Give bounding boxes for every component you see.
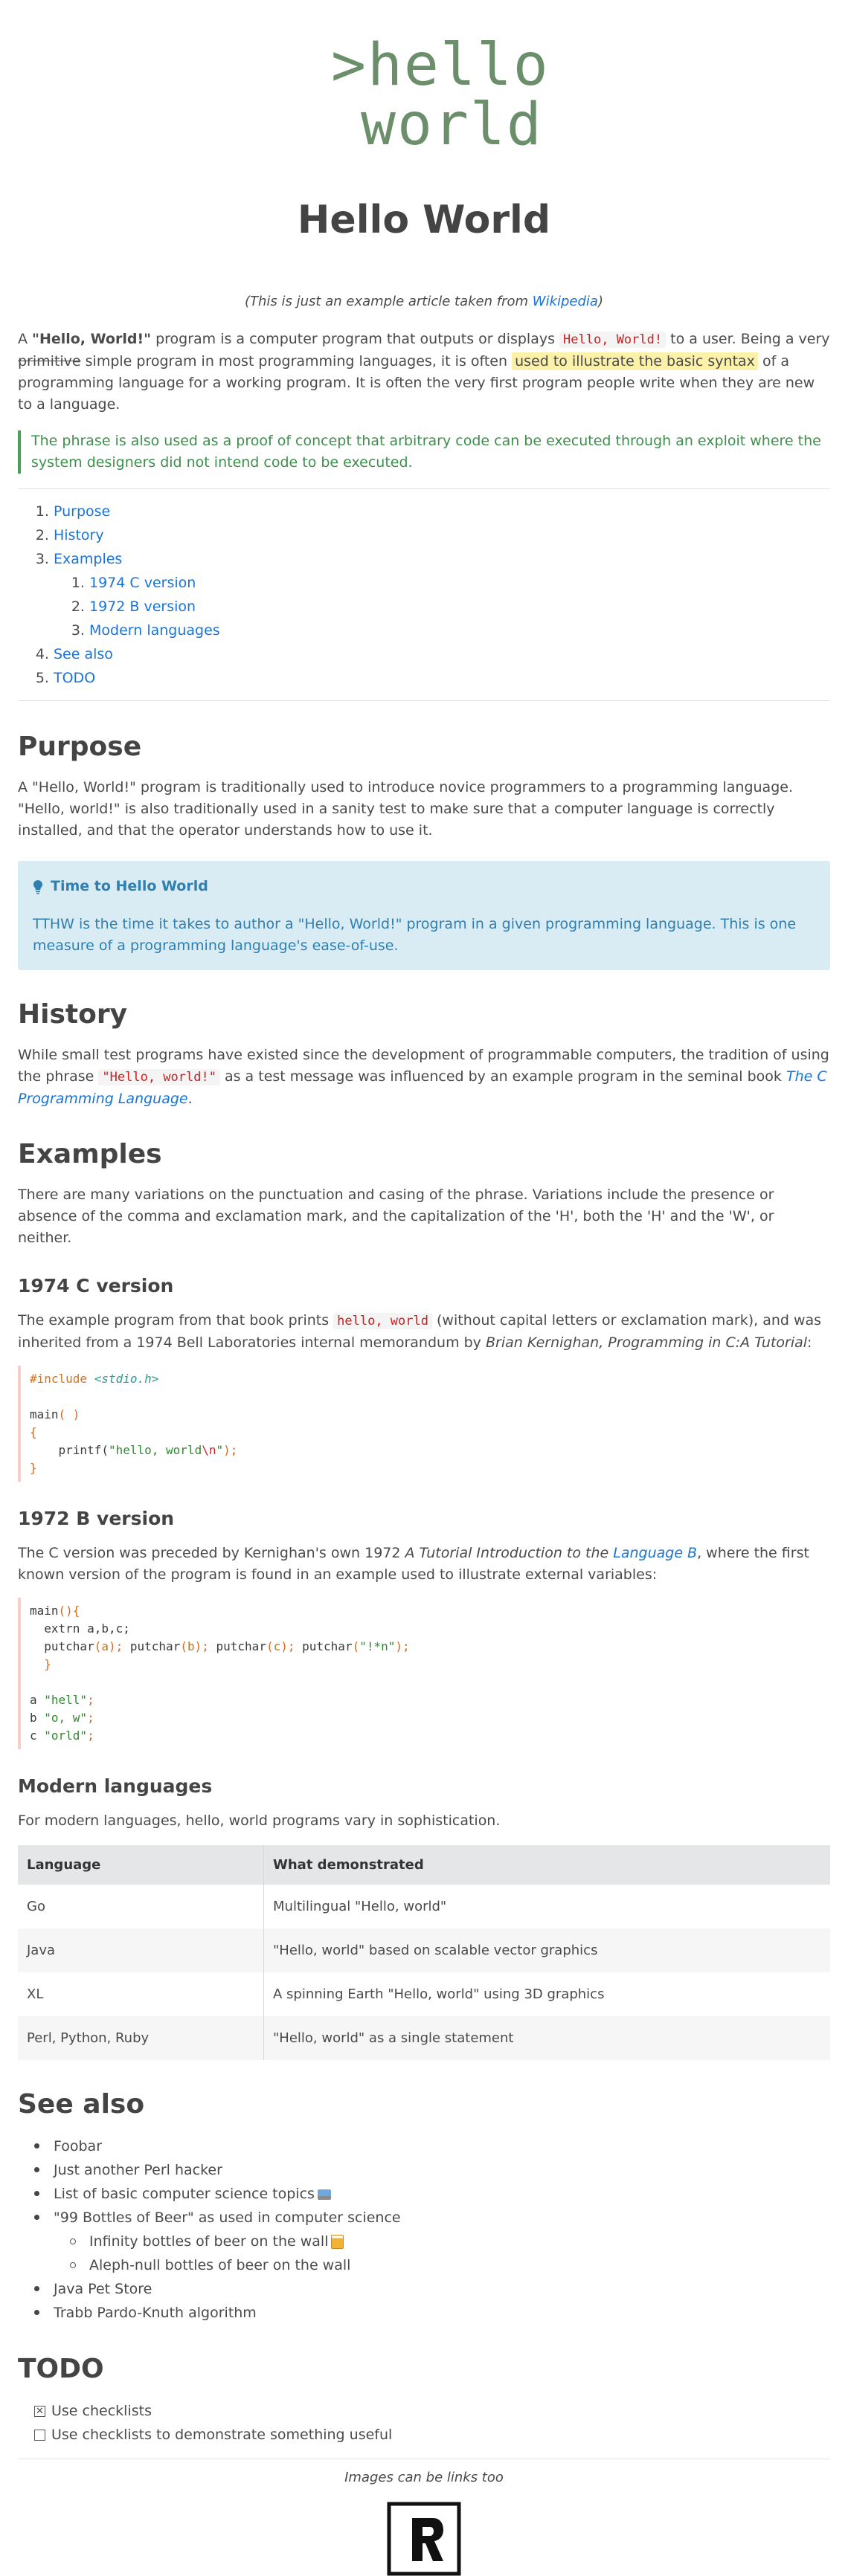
subsection-heading-1972-b: 1972 B version bbox=[18, 1508, 175, 1529]
list-item: Aleph-null bottles of beer on the wall bbox=[89, 2253, 830, 2277]
logo-line-2: world bbox=[361, 91, 543, 158]
code-token: putchar bbox=[216, 1639, 266, 1653]
table-cell: Multilingual "Hello, world" bbox=[273, 1899, 447, 1914]
checkbox-checked[interactable]: ✕ bbox=[34, 2406, 45, 2417]
code-token: a bbox=[30, 1693, 45, 1707]
code-block-c bbox=[18, 1366, 830, 1482]
section-heading-see-also: See also bbox=[18, 2089, 145, 2120]
lightbulb-icon bbox=[33, 879, 43, 894]
subsection-heading-1974-c: 1974 C version bbox=[18, 1275, 174, 1297]
code-token: putchar bbox=[302, 1639, 353, 1653]
logo-line-1: >hello bbox=[331, 32, 550, 99]
checklist-label: Use checklists to demonstrate something useful bbox=[51, 2427, 393, 2443]
history-paragraph bbox=[18, 1045, 830, 1110]
table-cell: Java bbox=[18, 1928, 264, 1972]
c74-text: : bbox=[807, 1334, 812, 1351]
code-token: } bbox=[30, 1461, 37, 1475]
code-token: "orld" bbox=[44, 1728, 88, 1743]
code-token: ; bbox=[87, 1711, 94, 1725]
toc-link-todo[interactable]: TODO bbox=[54, 670, 96, 686]
source-note bbox=[18, 291, 830, 312]
list-item: Foobar bbox=[54, 2134, 830, 2158]
intro-text: to a user. Being a very bbox=[666, 331, 830, 347]
code-token: \n bbox=[202, 1443, 216, 1457]
purpose-paragraph: A "Hello, World!" program is traditionally used to introduce novice programmers to a programming language. "Hello, world!" is also traditionally used in a sanity test to make sure that a computer language is correctly installed, and that the operator understands how to use it. bbox=[18, 779, 793, 839]
code-token: " bbox=[216, 1443, 224, 1457]
checklist-label: Use checklists bbox=[51, 2403, 152, 2419]
image-caption: Images can be links too bbox=[344, 2470, 504, 2485]
checklist-item bbox=[34, 2399, 830, 2423]
code-token: "hello, world bbox=[108, 1443, 202, 1457]
code-token: ; bbox=[87, 1693, 94, 1707]
code-token: putchar bbox=[44, 1639, 94, 1653]
toc-link-1972-b[interactable]: 1972 B version bbox=[89, 598, 196, 615]
code-token: <stdio.h> bbox=[94, 1372, 159, 1386]
code-token: ; bbox=[87, 1728, 94, 1743]
b72-text: , where the first known version of the program is found in an example used to illustrate external variables: bbox=[18, 1545, 809, 1583]
list-item-text: List of basic computer science topics bbox=[54, 2186, 315, 2202]
modern-paragraph: For modern languages, hello, world programs vary in sophistication. bbox=[18, 1812, 501, 1829]
list-item-text: Infinity bottles of beer on the wall bbox=[89, 2233, 329, 2250]
toc-link-examples[interactable]: Examples bbox=[54, 551, 123, 567]
toc-link-purpose[interactable]: Purpose bbox=[54, 503, 111, 520]
b72-paragraph bbox=[18, 1543, 830, 1586]
code-token: main bbox=[30, 1407, 59, 1421]
table-cell: "Hello, world" based on scalable vector graphics bbox=[264, 1928, 831, 1972]
c74-text: The example program from that book prints bbox=[18, 1312, 334, 1329]
inline-code: "Hello, world!" bbox=[98, 1069, 220, 1085]
toc-item bbox=[89, 619, 830, 642]
see-also-sublist bbox=[54, 2230, 830, 2277]
page-title: Hello World bbox=[297, 198, 551, 242]
hello-world-logo bbox=[324, 32, 550, 158]
callout-title bbox=[33, 876, 815, 897]
highlighted-text: used to illustrate the basic syntax bbox=[512, 352, 758, 370]
list-item bbox=[54, 2182, 830, 2206]
checklist-item bbox=[34, 2423, 830, 2447]
code-token: putchar bbox=[129, 1639, 181, 1653]
r-logo-link[interactable] bbox=[387, 2502, 461, 2576]
section-heading-purpose: Purpose bbox=[18, 732, 142, 762]
toc-link-see-also[interactable]: See also bbox=[54, 646, 113, 662]
code-token: main bbox=[30, 1604, 59, 1618]
list-item-text: "99 Bottles of Beer" as used in computer science bbox=[54, 2209, 401, 2226]
subsection-heading-modern: Modern languages bbox=[18, 1775, 213, 1797]
intro-text: A bbox=[18, 331, 33, 347]
code-token: (){ bbox=[58, 1604, 80, 1618]
toc-link-1974-c[interactable]: 1974 C version bbox=[89, 575, 196, 591]
toc-link-modern[interactable]: Modern languages bbox=[89, 622, 220, 639]
toc-item bbox=[54, 523, 830, 547]
code-token: ( ) bbox=[58, 1407, 80, 1421]
list-item: Just another Perl hacker bbox=[54, 2158, 830, 2182]
code-block-b: main(){ extrn a,b,c; putchar(a); putchar(b); putchar(c); putchar("!*n"); } a "hell"; b "o, w"; c "orld"; bbox=[18, 1598, 830, 1749]
divider bbox=[18, 488, 830, 489]
code-token: printf( bbox=[30, 1443, 109, 1457]
intro-bold: "Hello, World!" bbox=[32, 331, 152, 347]
toc-item bbox=[54, 666, 830, 690]
wikipedia-link[interactable]: Wikipedia bbox=[532, 294, 598, 309]
table-cell: XL bbox=[18, 1972, 264, 2016]
inline-code: Hello, World! bbox=[559, 332, 666, 348]
section-heading-history: History bbox=[18, 999, 128, 1030]
source-note-text: (This is just an example article taken from bbox=[245, 294, 533, 309]
code-token: #include bbox=[30, 1372, 94, 1386]
code-token: { bbox=[30, 1425, 37, 1439]
table-cell: "Hello, world" as a single statement bbox=[264, 2016, 831, 2060]
history-text: While small test programs have existed since the development of programmable computers, the tradition of using the phrase bbox=[18, 1047, 829, 1085]
intro-text: program is a computer program that outputs or displays bbox=[151, 331, 560, 347]
code-token: "hell" bbox=[44, 1693, 88, 1707]
c74-italic: Brian Kernighan, Programming in C:A Tutorial bbox=[485, 1334, 808, 1351]
list-item: Trabb Pardo-Knuth algorithm bbox=[54, 2301, 830, 2325]
language-b-link[interactable]: Language B bbox=[613, 1545, 698, 1561]
table-header-row bbox=[18, 1845, 830, 1885]
intro-text: simple program in most programming languages, it is often bbox=[80, 353, 513, 369]
callout-title-text: Time to Hello World bbox=[51, 878, 208, 894]
table-cell: Perl, Python, Ruby bbox=[18, 2016, 264, 2060]
article bbox=[18, 0, 830, 2576]
b72-text: The C version was preceded by Kernighan's own 1972 bbox=[18, 1545, 405, 1561]
c-programming-language-link[interactable]: The C Programming Language bbox=[18, 1068, 827, 1107]
code-token: extrn a,b,c; bbox=[30, 1621, 130, 1636]
history-text: . bbox=[187, 1091, 193, 1107]
c74-paragraph bbox=[18, 1310, 830, 1354]
toc-item bbox=[89, 571, 830, 595]
intro-text: of a programming language for a working program. It is often the very first program people write when they are new to a language. bbox=[18, 353, 815, 413]
code-token: b bbox=[30, 1711, 45, 1725]
code-token: "o, w" bbox=[44, 1711, 88, 1725]
column-header-demonstrated: What demonstrated bbox=[264, 1845, 831, 1885]
section-heading-todo: TODO bbox=[18, 2354, 104, 2384]
toc-item bbox=[89, 595, 830, 619]
see-also-list bbox=[18, 2134, 830, 2325]
examples-paragraph: There are many variations on the punctuation and casing of the phrase. Variations include the presence or absence of the comma and exclamation mark, and the capitalization of the 'H', both the 'H' and the 'W', or neither. bbox=[18, 1187, 774, 1246]
table-cell: A spinning Earth "Hello, world" using 3D graphics bbox=[273, 1986, 605, 2002]
b72-italic: A Tutorial Introduction to the bbox=[405, 1545, 614, 1561]
callout-body: TTHW is the time it takes to author a "Hello, World!" program in a given programming language. This is one measure of a programming language's ease-of-use. bbox=[33, 916, 797, 954]
column-header-language: Language bbox=[18, 1845, 264, 1885]
laptop-icon bbox=[318, 2189, 331, 2200]
todo-checklist bbox=[18, 2399, 830, 2447]
c74-text: (without capital letters or exclamation mark), and was inherited from a 1974 Bell Laboratories internal memorandum by bbox=[18, 1312, 822, 1351]
table-of-contents bbox=[18, 500, 830, 690]
list-item: Java Pet Store bbox=[54, 2277, 830, 2301]
code-token: } bbox=[30, 1657, 51, 1671]
strikethrough-text: primitive bbox=[18, 353, 81, 369]
blockquote: The phrase is also used as a proof of concept that arbitrary code can be executed through an exploit where the system designers did not intend code to be executed. bbox=[18, 430, 830, 474]
table-row bbox=[18, 1972, 830, 2016]
toc-link-history[interactable]: History bbox=[54, 527, 104, 543]
table-cell: Go bbox=[18, 1885, 264, 1928]
beer-icon bbox=[331, 2235, 344, 2249]
toc-item bbox=[54, 547, 830, 642]
toc-sublist bbox=[54, 571, 830, 642]
section-heading-examples: Examples bbox=[18, 1139, 162, 1169]
info-callout bbox=[18, 861, 830, 970]
table-row bbox=[18, 2016, 830, 2060]
intro-paragraph bbox=[18, 329, 830, 416]
toc-item bbox=[54, 500, 830, 523]
table-row bbox=[18, 1928, 830, 1972]
toc-item bbox=[54, 642, 830, 666]
inline-code: hello, world bbox=[333, 1313, 432, 1329]
code-token: c bbox=[30, 1728, 45, 1743]
languages-table bbox=[18, 1845, 830, 2060]
divider bbox=[18, 700, 830, 701]
code-token: ); bbox=[223, 1443, 238, 1457]
source-note-end: ) bbox=[597, 294, 603, 309]
checkbox-unchecked[interactable] bbox=[34, 2430, 45, 2441]
list-item bbox=[89, 2230, 830, 2253]
history-text: as a test message was influenced by an example program in the seminal book bbox=[219, 1068, 786, 1085]
table-row bbox=[18, 1885, 830, 1928]
list-item bbox=[54, 2206, 830, 2277]
